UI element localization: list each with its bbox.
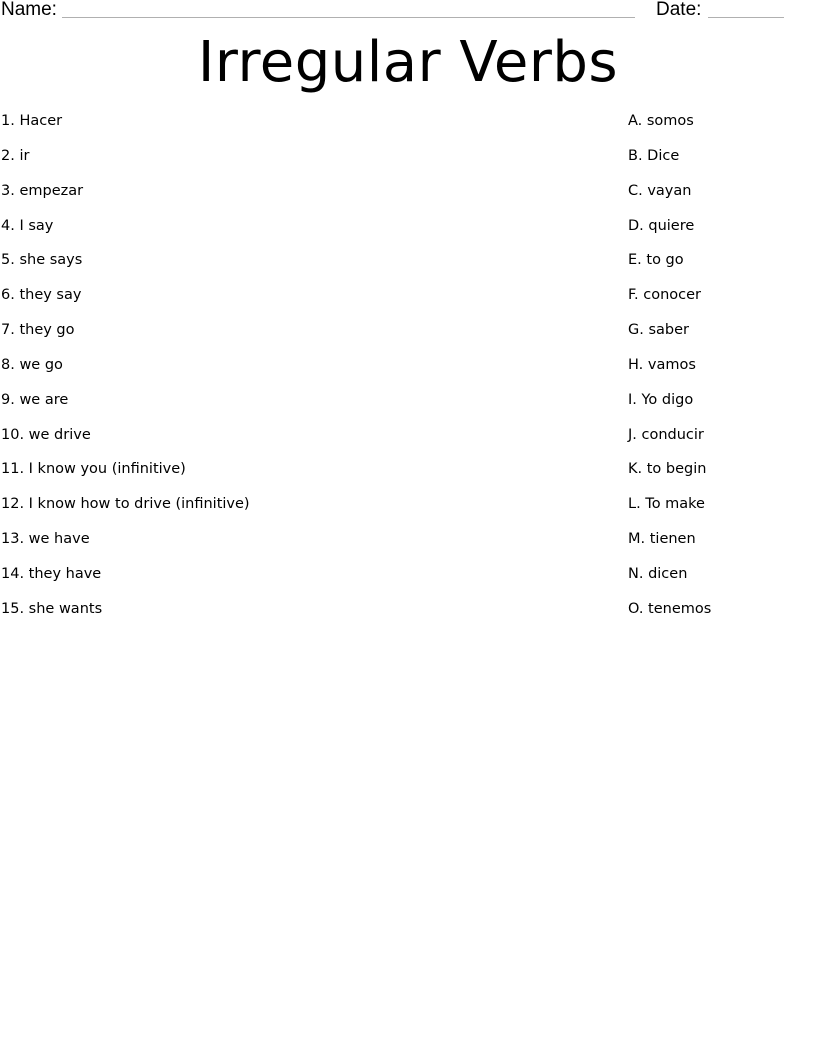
answer-item: A. somos <box>628 113 694 129</box>
answer-item: J. conducir <box>628 426 704 443</box>
answer-item: L. To make <box>628 496 705 513</box>
answer-item: D. quiere <box>628 217 695 234</box>
answer-item: E. to go <box>628 252 684 269</box>
answer-item: H. vamos <box>628 356 696 373</box>
question-item: 1. Hacer <box>1 113 63 129</box>
answer-item: G. saber <box>628 322 689 339</box>
question-item: 6. they say <box>1 287 82 304</box>
answer-item: I. Yo digo <box>628 391 694 408</box>
name-blank-line <box>62 17 635 18</box>
answer-item: C. vayan <box>628 182 692 199</box>
name-label: Name: <box>1 0 57 20</box>
date-blank-line <box>708 17 784 18</box>
question-item: 9. we are <box>1 391 69 408</box>
question-item: 14. they have <box>1 565 102 582</box>
questions-column <box>1 112 561 635</box>
answer-item: K. to begin <box>628 461 707 478</box>
worksheet-header <box>0 0 816 26</box>
question-item: 15. she wants <box>1 600 103 617</box>
answers-column <box>628 112 808 635</box>
date-label: Date: <box>656 0 702 20</box>
question-item: 11. I know you (infinitive) <box>1 461 186 478</box>
question-item: 3. empezar <box>1 182 84 199</box>
question-item: 7. they go <box>1 322 75 339</box>
answer-item: O. tenemos <box>628 600 712 617</box>
worksheet-title: Irregular Verbs <box>197 30 619 95</box>
answer-item: M. tienen <box>628 531 696 548</box>
answer-item: F. conocer <box>628 287 701 304</box>
question-item: 5. she says <box>1 252 83 269</box>
question-item: 12. I know how to drive (infinitive) <box>1 496 250 513</box>
question-item: 10. we drive <box>1 426 91 443</box>
answer-item: N. dicen <box>628 565 688 582</box>
question-item: 13. we have <box>1 531 90 548</box>
answer-item: B. Dice <box>628 147 680 164</box>
question-item: 8. we go <box>1 356 63 373</box>
question-item: 2. ir <box>1 147 30 164</box>
question-item: 4. I say <box>1 217 54 234</box>
